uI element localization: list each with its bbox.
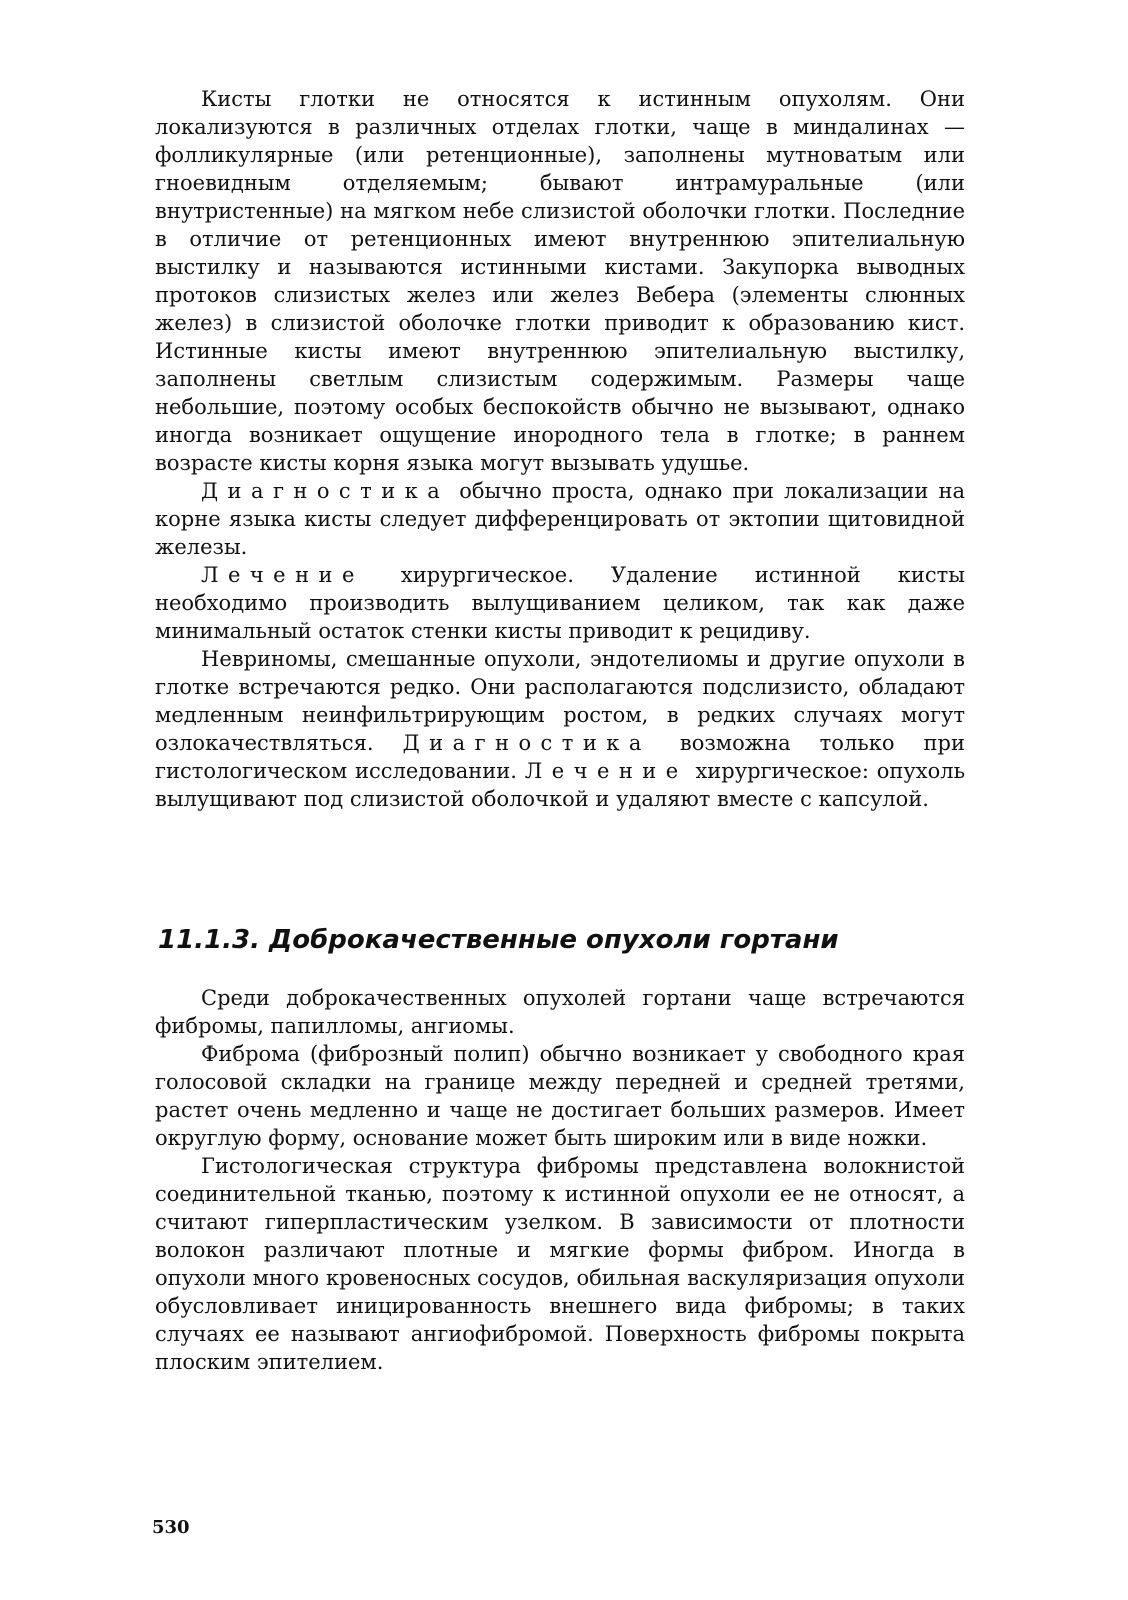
spaced-term-treatment: Лечение: [524, 759, 688, 783]
text-block-bottom: [155, 984, 965, 1376]
paragraph-neurinomas: [155, 645, 965, 813]
paragraph-pharynx-cysts: [155, 85, 965, 477]
paragraph-laryngeal-tumors: Среди доброкачественных опухолей гортани чаще встречаются фибромы, папилломы, ангиомы.: [155, 986, 965, 1038]
paragraph-fibroma: Фиброма (фиброзный полип) обычно возникает у свободного края голосовой складки на границе между передней и средней третями, растет очень медленно и чаще не достигает больших размеров. Имеет округлую форму, основание может быть широким или в виде ножки.: [155, 1042, 965, 1150]
paragraph-treatment: [155, 561, 965, 645]
page-number: 530: [152, 1517, 190, 1538]
paragraph-text: Невриномы, смешанные опухоли, эндотелиомы и другие опухоли в глотке встречаются редко. Они располагаются подслизисто, обладают медленным неинфильтрирующим ростом, в редких случаях могут озлокачествляться.: [155, 647, 965, 755]
paragraph-text: хирургическое. Удаление истинной кисты необходимо производить вылущиванием целиком, так как даже минимальный остаток стенки кисты приводит к рецидиву.: [155, 563, 965, 643]
text-block-top: [155, 85, 965, 813]
paragraph-text: возможна только при гистологическом исследовании.: [155, 731, 965, 783]
paragraph-text: обычно проста, однако при локализации на корне языка кисты следует дифференцировать от эктопии щитовидной железы.: [155, 479, 965, 559]
spaced-term-diagnostics: Диагностика: [201, 479, 450, 503]
paragraph-text: Кисты глотки не относятся к истинным опухолям. Они локализуются в различных отделах глотки, чаще в миндалинах — фолликулярные (или ретенционные), заполнены мутноватым или гноевидным отделяемым; бывают интрамуральные (или внутристенные) на мягком небе слизистой оболочки глотки. Последние в отличие от ретенционных имеют внутреннюю эпителиальную выстилку и называются истинными кистами. Закупорка выводных протоков слизистых желез или желез Вебера (элементы слюнных желез) в слизистой оболочке глотки приводит к образованию кист. Истинные кисты имеют внутреннюю эпителиальную выстилку, заполнены светлым слизистым содержимым. Размеры чаще небольшие, поэтому особых беспокойств обычно не вызывают, однако иногда возникает ощущение инородного тела в глотке; в раннем возрасте кисты корня языка могут вызывать удушье.: [155, 87, 965, 475]
spaced-term-diagnostics: Диагностика: [402, 731, 651, 755]
paragraph-text: хирургическое: опухоль вылущивают под слизистой оболочкой и удаляют вместе с капсулой.: [155, 759, 965, 811]
paragraph-histology: Гистологическая структура фибромы представлена волокнистой соединительной тканью, поэтому к истинной опухоли ее не относят, а считают гиперпластическим узелком. В зависимости от плотности волокон различают плотные и мягкие формы фибром. Иногда в опухоли много кровеносных сосудов, обильная васкуляризация опухоли обусловливает иницированность внешнего вида фибромы; в таких случаях ее называют ангиофибромой. Поверхность фибромы покрыта плоским эпителием.: [155, 1154, 965, 1374]
spaced-term-treatment: Лечение: [201, 563, 364, 587]
section-heading: 11.1.3. Доброкачественные опухоли гортани: [158, 925, 839, 955]
paragraph-diagnostics: [155, 477, 965, 561]
